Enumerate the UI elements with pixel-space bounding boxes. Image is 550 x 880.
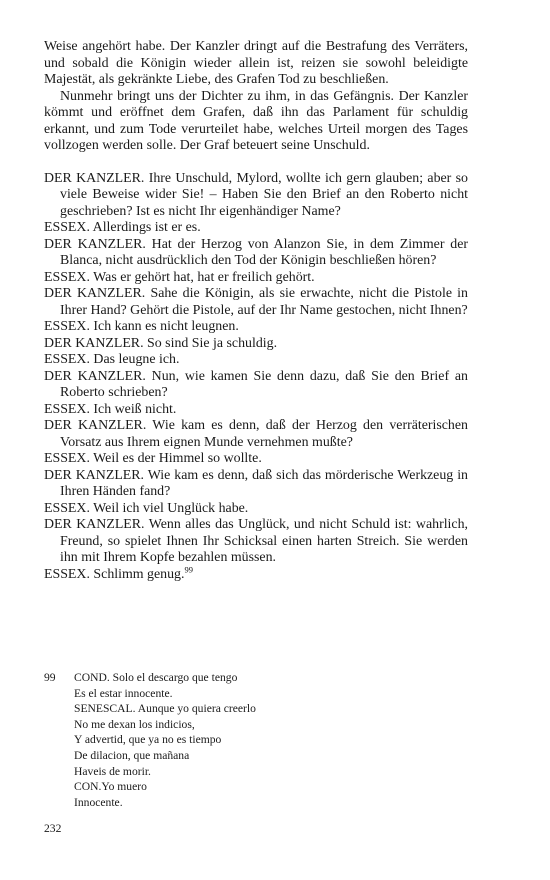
speaker-name: DER KANZLER. xyxy=(44,170,145,186)
dialogue-line xyxy=(44,402,468,419)
speaker-name: ESSEX. xyxy=(44,352,90,367)
dialogue-line xyxy=(44,336,468,353)
speech-text: Hat der Herzog von Alanzon Sie, in dem Zimmer der Blanca, nicht ausdrücklich den Tod der Königin beschließen hören? xyxy=(60,236,468,268)
speech-text: Allerdings ist er es. xyxy=(92,220,201,235)
dialogue-line xyxy=(44,418,468,451)
speech-text: Was er gehört hat, hat er freilich gehört. xyxy=(93,269,315,285)
dialogue-line xyxy=(44,286,468,319)
dialogue-line xyxy=(44,563,468,584)
footnote-line: De dilacion, que mañana xyxy=(74,748,190,762)
footnote-line: No me dexan los indicios, xyxy=(74,717,195,731)
dialogue-line xyxy=(44,369,468,402)
speaker-name: ESSEX. xyxy=(44,566,90,582)
footnote-line: CON.Yo muero xyxy=(74,780,147,794)
paragraph-1: Weise angehört habe. Der Kanzler dringt auf die Bestrafung des Verräters, und sobald die Königin wieder allein ist, reizen sie sowohl beleidigte Majestät, als gekränkte Liebe, des Grafen Tod zu beschließen. xyxy=(44,39,468,87)
speaker-name: DER KANZLER. xyxy=(44,335,144,351)
footnote-verse xyxy=(74,670,468,810)
speech-text: Wenn alles das Unglück, und nicht Schuld ist: wahrlich, Freund, so spielet Ihnen Ihr Schicksal einen harten Streich. Sie werden ihn mit Ihrem Kopfe bezahlen müssen. xyxy=(60,517,468,565)
speech-text: Ihre Unschuld, Mylord, wollte ich gern glauben; aber so viele Beweise wider Sie! – Haben Sie den Brief an den Roberto nicht geschrieben? Ist es nicht Ihr eigenhändiger Name? xyxy=(60,170,468,219)
footnote-line: COND. Solo el descargo que tengo xyxy=(74,671,238,684)
speaker-name: ESSEX. xyxy=(44,269,90,285)
footnote-reference[interactable]: 99 xyxy=(184,563,193,574)
speaker-name: ESSEX. xyxy=(44,319,90,334)
footnote-number: 99 xyxy=(44,671,56,684)
dialogue-line xyxy=(44,270,468,287)
speaker-name: DER KANZLER. xyxy=(44,467,145,483)
dialogue-line xyxy=(44,220,468,237)
dialogue-line xyxy=(44,352,468,369)
page-number: 232 xyxy=(44,822,62,835)
speech-text: Weil ich viel Unglück habe. xyxy=(93,500,249,516)
speaker-name: ESSEX. xyxy=(44,500,90,516)
paragraph-2: Nunmehr bringt uns der Dichter zu ihm, in das Gefängnis. Der Kanzler kömmt und eröffnet dem Grafen, daß ihn das Parlament für schuldig erkannt, und zum Tode verurteilet habe, welches Urteil morgen des Tages vollzogen werden solle. Der Graf beteuert seine Unschuld. xyxy=(44,88,468,153)
dialogue-line xyxy=(44,451,468,468)
speaker-name: ESSEX. xyxy=(44,451,90,466)
footnote-line: Es el estar innocente. xyxy=(74,686,173,700)
speech-text: Weil es der Himmel so wollte. xyxy=(93,451,262,466)
speech-text: Ich kann es nicht leugnen. xyxy=(93,319,239,334)
speaker-name: DER KANZLER. xyxy=(44,368,146,384)
speaker-name: DER KANZLER. xyxy=(44,517,145,532)
footnote xyxy=(44,670,468,810)
dialogue-line xyxy=(44,501,468,518)
dialogue-line xyxy=(44,319,468,336)
speech-text: Wie kam es denn, daß der Herzog den verräterischen Vorsatz aus Ihrem eignen Munde vernehmen mußte? xyxy=(60,418,468,450)
footnote-line: Haveis de morir. xyxy=(74,764,151,778)
speech-text: So sind Sie ja schuldig. xyxy=(147,335,278,351)
footnote-line: Innocente. xyxy=(74,795,123,809)
dialogue xyxy=(44,171,468,584)
dialogue-line xyxy=(44,237,468,270)
footnote-line: SENESCAL. Aunque yo quiera creerlo xyxy=(74,702,256,716)
section-gap xyxy=(44,155,468,171)
speech-text: Ich weiß nicht. xyxy=(93,401,177,417)
speaker-name: ESSEX. xyxy=(44,220,90,235)
dialogue-line xyxy=(44,468,468,501)
speech-text: Sahe die Königin, als sie erwachte, nicht die Pistole in Ihrer Hand? Gehört die Pistole, auf der Ihr Name gestochen, nicht Ihnen? xyxy=(60,286,468,318)
main-text xyxy=(44,39,468,583)
speech-text: Schlimm genug. xyxy=(93,566,185,582)
footnote-line: Y advertid, que ya no es tiempo xyxy=(74,733,222,747)
speaker-name: DER KANZLER. xyxy=(44,236,146,252)
dialogue-line xyxy=(44,517,468,567)
speech-text: Nun, wie kamen Sie denn dazu, daß Sie den Brief an Roberto schrieben? xyxy=(60,368,468,400)
speech-text: Wie kam es denn, daß sich das mörderische Werkzeug in Ihren Händen fand? xyxy=(60,467,468,499)
speech-text: Das leugne ich. xyxy=(93,352,180,367)
dialogue-line xyxy=(44,171,468,221)
speaker-name: DER KANZLER. xyxy=(44,286,146,301)
speaker-name: DER KANZLER. xyxy=(44,418,147,433)
speaker-name: ESSEX. xyxy=(44,401,90,417)
